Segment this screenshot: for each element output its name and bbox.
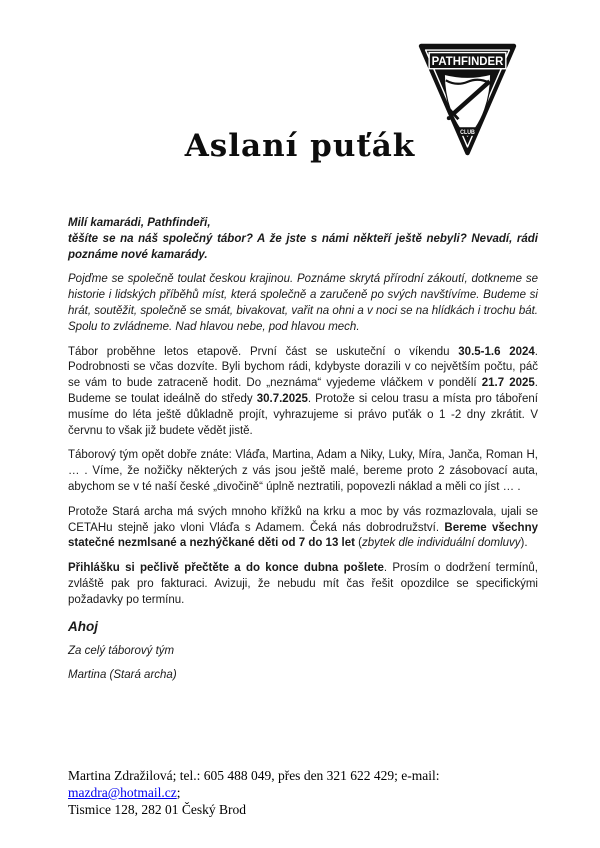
contact-line1 bbox=[68, 767, 548, 801]
greeting-line1: Milí kamarádi, Pathfindeři, bbox=[68, 217, 211, 229]
paragraph-intro: Pojďme se společně toulat českou krajinou. Poznáme skrytá přírodní zákoutí, dotkneme se historie i lidských příběhů míst, která společně a zaručeně po svých navštívíme. Budeme si hrát, soutěžit, společně se smát, bivakovat, vařit na ohni a v noci se na hlídkách i trochu bát. Spolu to zvládneme. Nad hlavou nebe, pod hlavou mech. bbox=[68, 273, 538, 333]
closing-signature: Martina (Stará archa) bbox=[68, 669, 177, 682]
contact-footer bbox=[68, 767, 548, 818]
age-range-bold: Bereme všechny statečné nezmlsané a nezhýčkané děti od 7 do 13 let bbox=[68, 521, 539, 550]
paragraph-greeting bbox=[68, 216, 538, 263]
text-run: Protože Stará archa má svých mnoho křížků na krku a moc by vás rozmazlovala, ujali se CETAHu stejně jako vloni Vláďa s Adamem. Čeká nás dobrodružství. bbox=[68, 505, 538, 534]
date-first-stage: 30.5-1.6 2024 bbox=[458, 345, 535, 358]
greeting-line2: těšíte se na náš společný tábor? A že jste s námi někteří ještě nebyli? Nevadí, rádi poznáme nové kamarády. bbox=[68, 232, 538, 261]
deadline-bold: Přihlášku si pečlivě přečtěte a do konce dubna pošlete bbox=[68, 562, 384, 575]
contact-line2: Tismice 128, 282 01 Český Brod bbox=[68, 802, 247, 817]
email-link[interactable]: mazdra@hotmail.cz bbox=[68, 785, 177, 800]
text-run: ( bbox=[358, 537, 363, 550]
text-run: . Protože si celou trasu a místa pro táboření musíme do léta ještě důkladně projít, vyhrazujeme si právo puťák o 1 -2 dny zkrátit. V červnu to však již budete vědět jistě. bbox=[68, 392, 538, 437]
paragraph-application bbox=[68, 561, 538, 608]
logo-club-text: CLUB bbox=[460, 129, 476, 136]
text-run: . Prosím o dodržení termínů, zvláště pak pro fakturaci. Avizuji, že nebudu mít čas řešit opozdilce se specifickými požadavky po termínu. bbox=[68, 562, 538, 606]
paragraph-team: Táborový tým opět dobře znáte: Vláďa, Martina, Adam a Niky, Luky, Míra, Janča, Roman H, … . Víme, že nožičky některých z vás jsou ještě malé, bereme proto 2 zásobovací auta, abychom se v té naší české „divočině“ úplně neztratili, popovezli náklad a měli co jíst … . bbox=[68, 449, 538, 493]
paragraph-dates bbox=[68, 345, 538, 440]
date-departure: 21.7 2025 bbox=[481, 377, 535, 390]
date-return: 30.7.2025 bbox=[256, 392, 308, 405]
contact-text: ; bbox=[176, 785, 181, 800]
logo-banner-text: PATHFINDER bbox=[431, 54, 504, 68]
note-italic: zbytek dle individuální domluvy bbox=[362, 537, 521, 550]
page-title: Aslaní puťák bbox=[184, 128, 416, 164]
paragraph-children bbox=[68, 505, 538, 552]
letter-body bbox=[68, 216, 538, 693]
closing-salutation: Ahoj bbox=[68, 618, 98, 634]
contact-text: Martina Zdražilová; tel.: 605 488 049, přes den 321 622 429; e-mail: bbox=[68, 768, 440, 783]
closing-team: Za celý táborový tým bbox=[68, 644, 175, 657]
text-run: ). bbox=[520, 537, 528, 550]
text-run: . Budeme se toulat ideálně do středy bbox=[68, 377, 538, 405]
sword-pommel-icon bbox=[447, 116, 451, 120]
text-run: Tábor proběhne letos etapově. První část se uskuteční o víkendu bbox=[68, 345, 459, 358]
text-run: . Podrobnosti se včas dozvíte. Byli bychom rádi, kdybyste dorazili v co největším počtu, páč se vám to bude zatraceně hodit. Do „neznáma“ vyjedeme vláčkem v pondělí bbox=[68, 345, 538, 390]
